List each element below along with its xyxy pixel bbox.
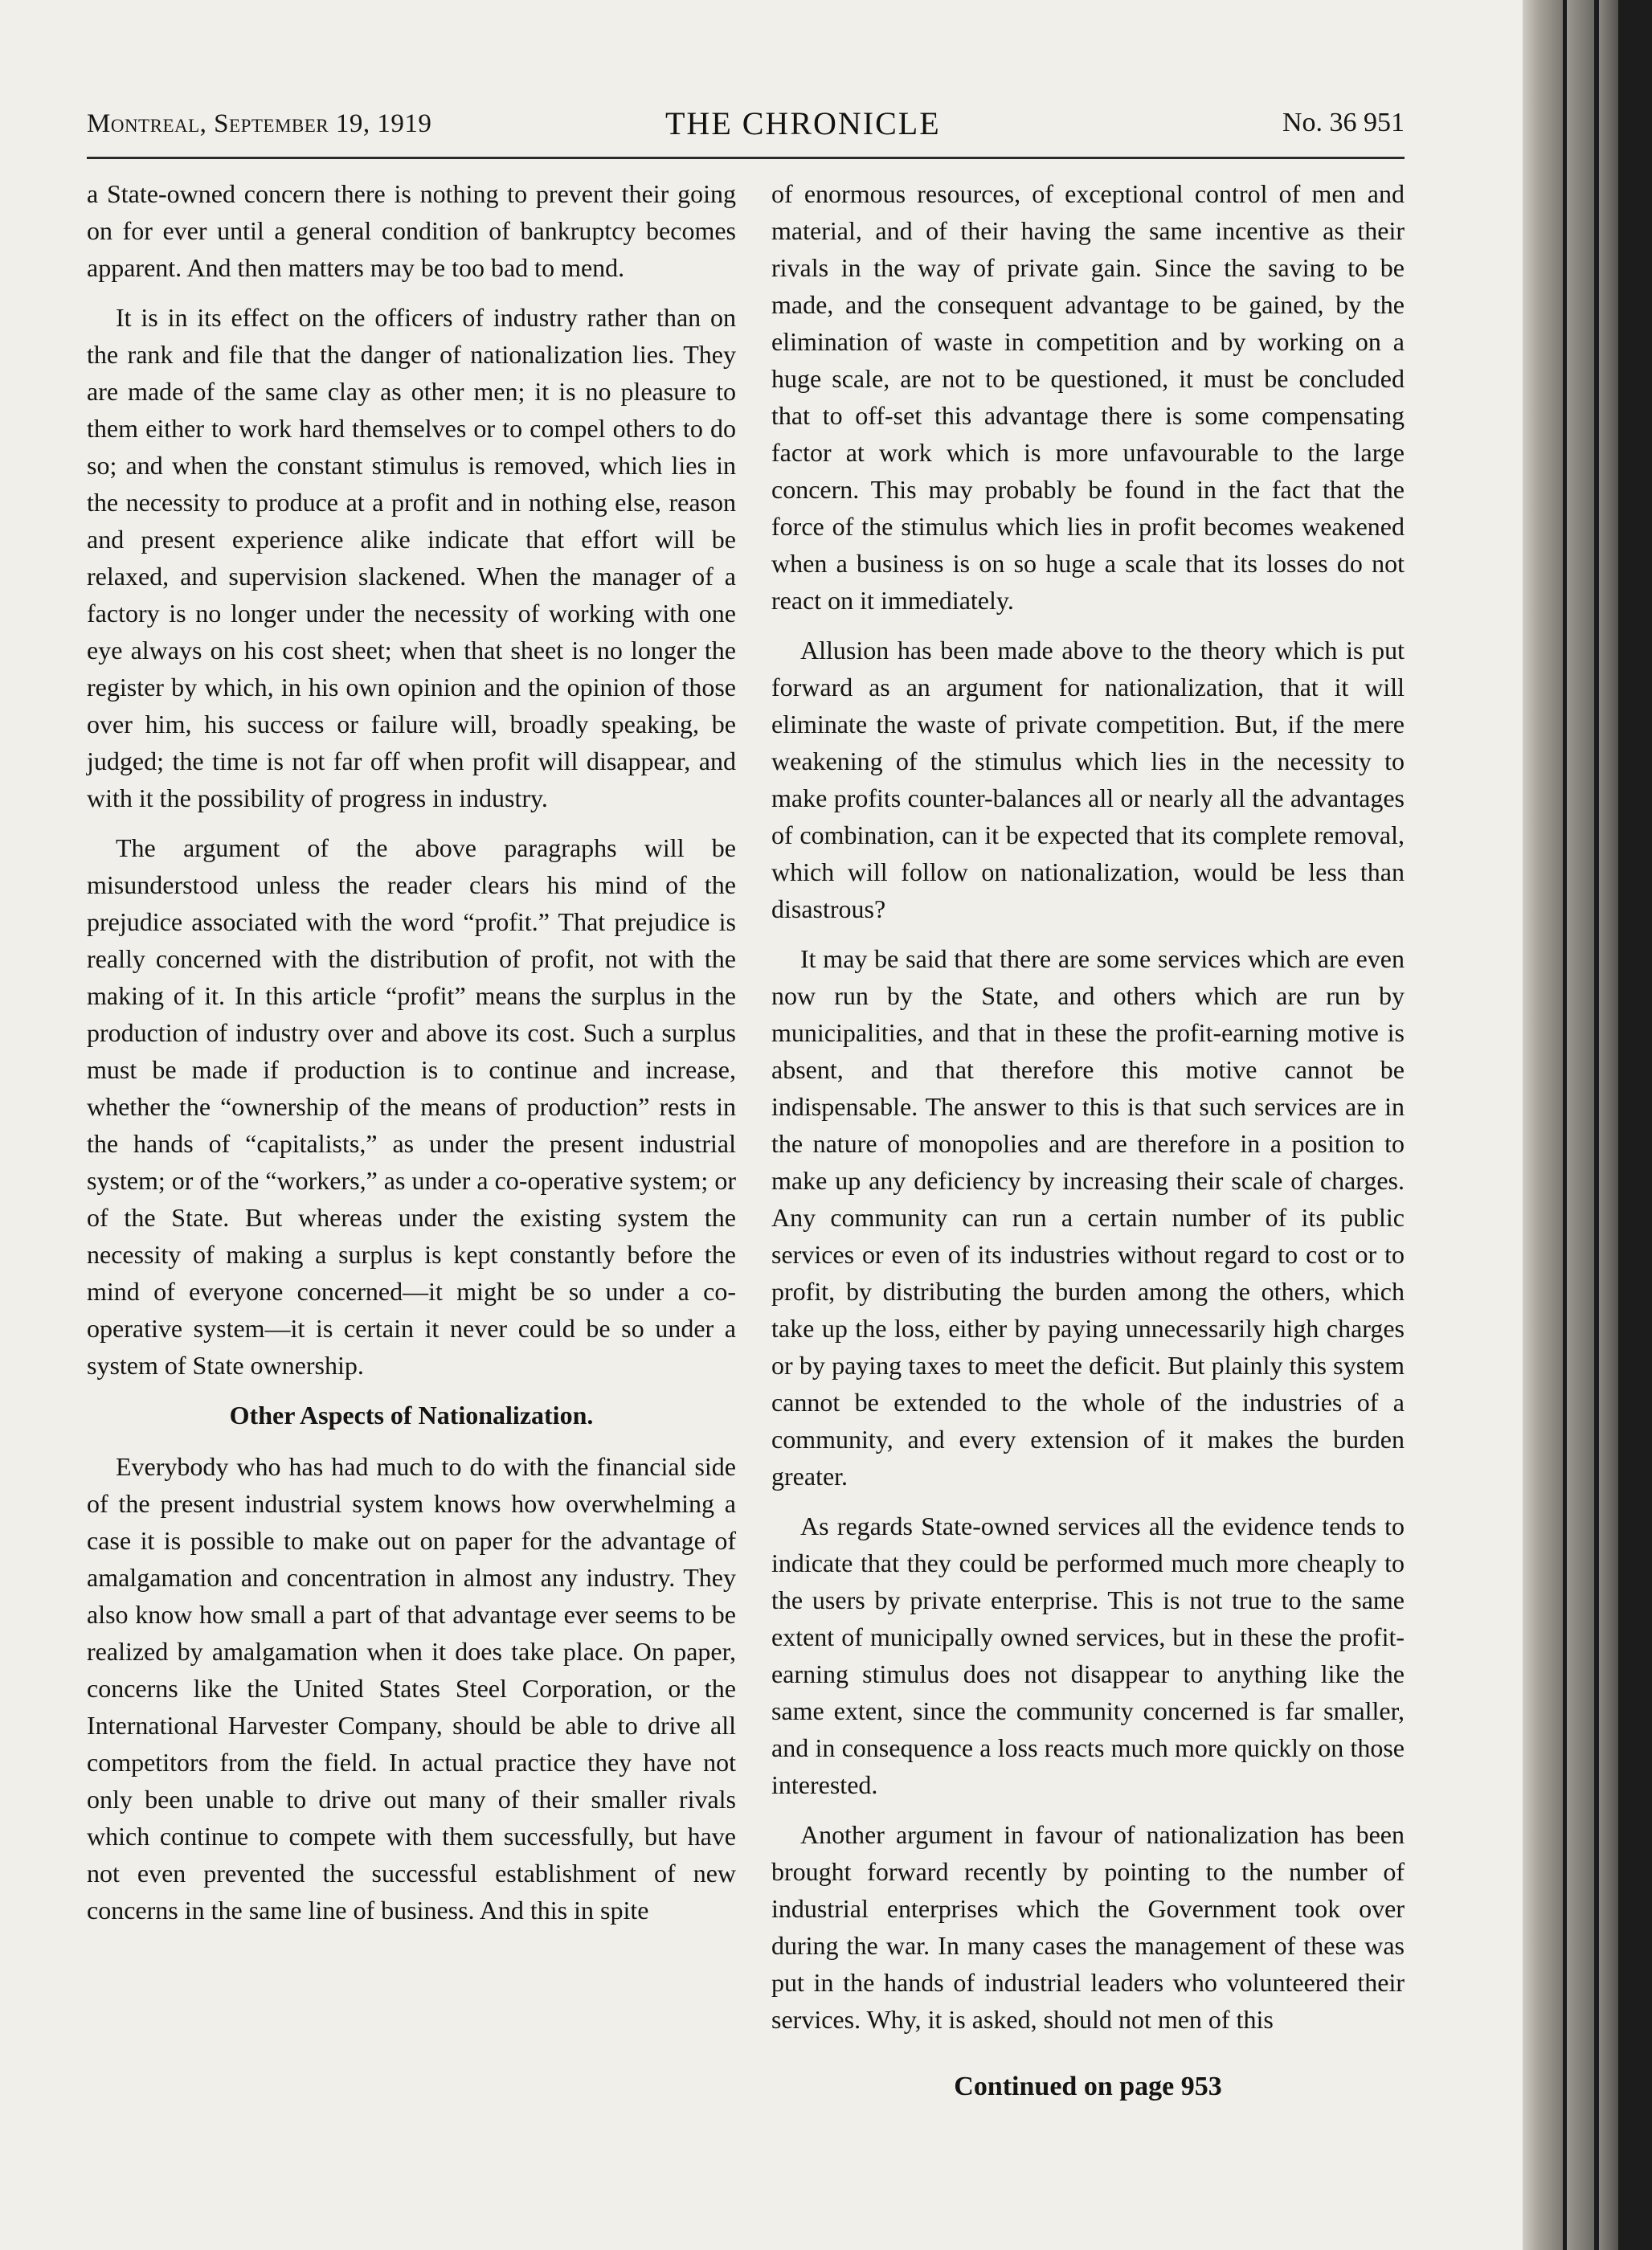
page-edge bbox=[1567, 0, 1594, 2250]
issue-page-number: No. 36 951 bbox=[1282, 108, 1405, 137]
paragraph: The argument of the above paragraphs will be misunderstood unless the reader clears his mind of the prejudice associated with the word “profit.” That prejudice is really concerned with the distribution of profit, not with the making of it. In this article “profit” means the surplus in the production of industry over and above its cost. Such a surplus must be made if production is to continue and increase, whether the “ownership of the means of production” rests in the hands of “capitalists,” as under the present industrial system; or of the “workers,” as under a co-operative system; or of the State. But whereas under the existing system the necessity of making a surplus is kept constantly before the mind of everyone concerned—it might be so under a co-operative system—it is certain it never could be so under a system of State ownership. bbox=[87, 833, 736, 1380]
dateline: Montreal, September 19, 1919 bbox=[87, 109, 432, 138]
page-edge bbox=[1599, 0, 1618, 2250]
continued-notice: Continued on page 953 bbox=[954, 2072, 1222, 2101]
page-edge bbox=[1523, 0, 1563, 2250]
paragraph: a State-owned concern there is nothing to prevent their going on for ever until a general condition of bankruptcy becomes apparent. And then matters may be too bad to mend. bbox=[87, 179, 736, 282]
header-rule bbox=[87, 157, 1405, 159]
paragraph: Another argument in favour of nationalization has been brought forward recently by pointing to the number of industrial enterprises which the Government took over during the war. In many cases the management of these was put in the hands of industrial leaders who volunteered their services. Why, it is asked, should not men of this bbox=[771, 1820, 1405, 2034]
left-column bbox=[87, 175, 736, 1941]
paragraph: Everybody who has had much to do with the financial side of the present industrial system knows how overwhelming a case it is possible to make out on paper for the advantage of amalgamation and concentration in almost any industry. They also know how small a part of that advantage ever seems to be realized by amalgamation when it does take place. On paper, concerns like the United States Steel Corporation, or the International Harvester Company, should be able to drive all competitors from the field. In actual practice they have not only been unable to drive out many of their smaller rivals which continue to compete with them successfully, but have not even prevented the successful establishment of new concerns in the same line of business. And this in spite bbox=[87, 1452, 736, 1925]
paragraph: It may be said that there are some services which are even now run by the State, and others which are run by municipalities, and that in these the profit-earning motive is absent, and that therefore this motive cannot be indispensable. The answer to this is that such services are in the nature of monopolies and are therefore in a position to make up any deficiency by increasing their scale of charges. Any community can run a certain number of its public services or even of its industries without regard to cost or to profit, by distributing the burden among the others, which take up the loss, either by paying unnecessarily high charges or by paying taxes to meet the deficit. But plainly this system cannot be extended to the whole of the industries of a community, and every extension of it makes the burden greater. bbox=[771, 944, 1405, 1491]
publication-title: THE CHRONICLE bbox=[665, 105, 941, 141]
page-header bbox=[87, 103, 1405, 151]
right-column bbox=[771, 175, 1405, 2105]
section-heading: Other Aspects of Nationalization. bbox=[229, 1401, 594, 1430]
paragraph: As regards State-owned services all the evidence tends to indicate that they could be performed much more cheaply to the users by private enterprise. This is not true to the same extent of municipally owned services, but in these the profit-earning stimulus does not disappear to anything like the same extent, since the community concerned is far smaller, and in consequence a loss reacts much more quickly on those interested. bbox=[771, 1512, 1405, 1799]
paragraph: It is in its effect on the officers of industry rather than on the rank and file that the danger of nationalization lies. They are made of the same clay as other men; it is no pleasure to them either to work hard themselves or to compel others to do so; and when the constant stimulus is removed, which lies in the necessity to produce at a profit and in nothing else, reason and present experience alike indicate that effort will be relaxed, and supervision slackened. When the manager of a factory is no longer under the necessity of working with one eye always on his cost sheet; when that sheet is no longer the register by which, in his own opinion and the opinion of those over him, his success or failure will, broadly speaking, be judged; the time is not far off when profit will disappear, and with it the possibility of progress in industry. bbox=[87, 303, 736, 812]
paragraph: Allusion has been made above to the theory which is put forward as an argument for nationalization, that it will eliminate the waste of private competition. But, if the mere weakening of the stimulus which lies in the necessity to make profits counter-balances all or nearly all the advantages of combination, can it be expected that its complete removal, which will follow on nationalization, would be less than disastrous? bbox=[771, 636, 1405, 923]
paragraph: of enormous resources, of exceptional control of men and material, and of their having the same incentive as their rivals in the way of private gain. Since the saving to be made, and the consequent advantage to be gained, by the elimination of waste in competition and by working on a huge scale, are not to be questioned, it must be concluded that to off-set this advantage there is some compensating factor at work which is more unfavourable to the large concern. This may probably be found in the fact that the force of the stimulus which lies in profit becomes weakened when a business is on so huge a scale that its losses do not react on it immediately. bbox=[771, 179, 1405, 615]
